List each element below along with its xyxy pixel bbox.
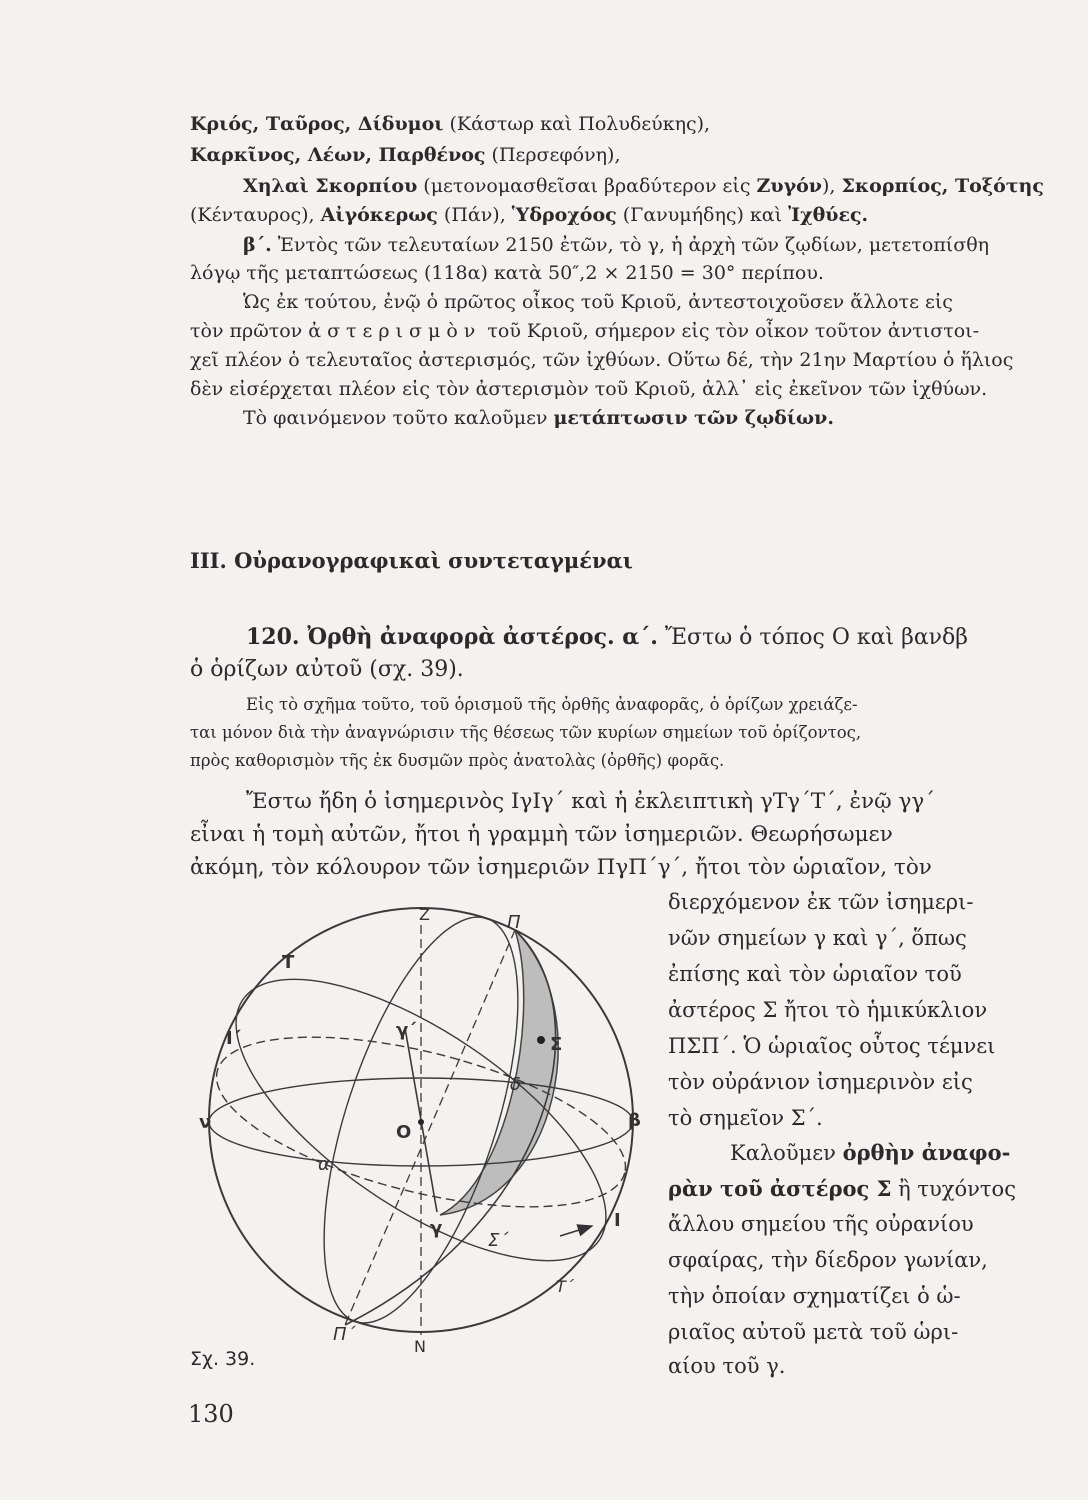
zodiac-line-4: (Κένταυρος), Αἰγόκερως (Πάν), Ὑδροχόος (Γανυμήδης) καὶ Ἰχθύες. bbox=[190, 204, 869, 226]
para120-main-1: Ἔστω ἤδη ὁ ἰσημερινὸς ΙγΙγ΄ καὶ ἡ ἐκλειπτικὴ γΤγ΄Τ΄, ἐνῷ γγ΄ bbox=[246, 789, 935, 814]
right-line-2: νῶν σημείων γ καὶ γ΄, ὅπως bbox=[668, 926, 967, 950]
label-O: Ο bbox=[396, 1122, 412, 1143]
beta-line-1: β΄. Ἐντὸς τῶν τελευταίων 2150 ἐτῶν, τὸ γ, ἡ ἀρχὴ τῶν ζῳδίων, μετετοπίσθη bbox=[243, 234, 990, 256]
label-P2: Π΄ bbox=[333, 1324, 356, 1345]
section-heading: III. Οὐρανογραφικαὶ συντεταγμέναι bbox=[190, 548, 633, 573]
right-line-13: ριαῖος αὐτοῦ μετὰ τοῦ ὡρι- bbox=[668, 1320, 959, 1344]
label-I2: Ι΄ bbox=[226, 1028, 241, 1049]
para120-line-2: ὁ ὁρίζων αὐτοῦ (σχ. 39). bbox=[190, 657, 464, 682]
right-line-11: σφαίρας, τὴν δίεδρον γωνίαν, bbox=[668, 1248, 988, 1272]
para120-small-2: ται μόνον διὰ τὴν ἀναγνώρισιν τῆς θέσεως τῶν κυρίων σημείων τοῦ ὁρίζοντος, bbox=[190, 723, 862, 742]
right-line-1: διερχόμενον ἐκ τῶν ἰσημερι- bbox=[668, 890, 974, 914]
zodiac-line-2: Καρκῖνος, Λέων, Παρθένος (Περσεφόνη), bbox=[190, 144, 621, 166]
label-S2: Σ΄ bbox=[488, 1230, 509, 1251]
label-g2: γ΄ bbox=[396, 1020, 417, 1041]
label-T2: Τ΄ bbox=[556, 1277, 574, 1296]
right-line-3: ἐπίσης καὶ τὸν ὡριαῖον τοῦ bbox=[668, 962, 962, 986]
label-Z: Z bbox=[419, 905, 430, 924]
label-nu: ν bbox=[199, 1112, 212, 1133]
para120-main-3: ἀκόμη, τὸν κόλουρον τῶν ἰσημεριῶν ΠγΠ΄γ΄, ἤτοι τὸν ὡριαῖον, τὸν bbox=[190, 855, 932, 880]
center-point bbox=[418, 1119, 424, 1125]
right-line-12: τὴν ὁποίαν σχηματίζει ὁ ὡ- bbox=[668, 1284, 961, 1308]
label-I: Ι bbox=[614, 1210, 621, 1231]
beta-line-5: χεῖ πλέον ὁ τελευταῖος ἀστερισμός, τῶν ἰχθύων. Οὕτω δέ, τὴν 21ην Μαρτίου ὁ ἥλιος bbox=[190, 349, 1014, 371]
right-line-14: αίου τοῦ γ. bbox=[668, 1354, 786, 1378]
zodiac-line-3: Χηλαὶ Σκορπίου (μετονομασθεῖσαι βραδύτερον εἰς Ζυγόν), Σκορπίος, Τοξότης bbox=[243, 175, 1044, 197]
right-line-7: τὸ σημεῖον Σ΄. bbox=[668, 1106, 823, 1130]
para120-line-1: 120. Ὀρθὴ ἀναφορὰ ἀστέρος. α΄. Ἔστω ὁ τόπος Ο καὶ βανδβ bbox=[246, 624, 969, 650]
para120-small-3: πρὸς καθορισμὸν τῆς ἐκ δυσμῶν πρὸς ἀνατολὰς (ὀρθῆς) φορᾶς. bbox=[190, 751, 725, 770]
right-line-6: τὸν οὐράνιον ἰσημερινὸν εἰς bbox=[668, 1070, 973, 1094]
label-N: N bbox=[414, 1337, 426, 1356]
right-line-10: ἄλλου σημείου τῆς οὐρανίου bbox=[668, 1212, 974, 1236]
celestial-sphere-figure bbox=[190, 900, 660, 1360]
label-beta: β bbox=[628, 1110, 641, 1131]
zodiac-line-1: Κριός, Ταῦρος, Δίδυμοι (Κάστωρ καὶ Πολυδεύκης), bbox=[190, 113, 711, 135]
right-line-5: ΠΣΠ΄. Ὁ ὡριαῖος οὗτος τέμνει bbox=[668, 1034, 996, 1058]
right-line-9: ρὰν τοῦ ἀστέρος Σ ἢ τυχόντος bbox=[668, 1176, 1016, 1201]
page-number: 130 bbox=[188, 1400, 234, 1428]
label-delta: δ bbox=[510, 1074, 522, 1095]
para120-main-2: εἶναι ἡ τομὴ αὐτῶν, ἤτοι ἡ γραμμὴ τῶν ἰσημεριῶν. Θεωρήσωμεν bbox=[190, 822, 893, 847]
beta-line-2: λόγῳ τῆς μεταπτώσεως (118α) κατὰ 50″,2 × 2150 = 30° περίπου. bbox=[190, 262, 824, 284]
label-T: Τ bbox=[282, 952, 295, 973]
star-marker bbox=[537, 1036, 545, 1044]
beta-line-7: Τὸ φαινόμενον τοῦτο καλοῦμεν μετάπτωσιν τῶν ζῳδίων. bbox=[243, 407, 834, 429]
right-line-8: Καλοῦμεν ὀρθὴν ἀναφο- bbox=[730, 1140, 1011, 1165]
label-S: Σ bbox=[550, 1034, 563, 1055]
beta-line-4: τὸν πρῶτον ἀστερισμὸν τοῦ Κριοῦ, σήμερον εἰς τὸν οἶκον τοῦτον ἀντιστοι- bbox=[190, 320, 980, 342]
polar-axis bbox=[345, 930, 515, 1325]
shaded-lune bbox=[440, 930, 558, 1215]
right-line-4: ἀστέρος Σ ἤτοι τὸ ἡμικύκλιον bbox=[668, 998, 988, 1022]
label-g: γ bbox=[430, 1218, 443, 1239]
beta-line-3: Ὡς ἐκ τούτου, ἐνῷ ὁ πρῶτος οἶκος τοῦ Κριοῦ, ἀντεστοιχοῦσεν ἄλλοτε εἰς bbox=[243, 291, 953, 313]
figure-caption: Σχ. 39. bbox=[190, 1348, 256, 1370]
label-P: Π bbox=[507, 912, 521, 933]
beta-line-6: δὲν εἰσέρχεται πλέον εἰς τὸν ἀστερισμὸν τοῦ Κριοῦ, ἀλλ᾽ εἰς ἐκεῖνον τῶν ἰχθύων. bbox=[190, 378, 988, 400]
label-alpha: α bbox=[318, 1154, 330, 1175]
direction-arrow bbox=[560, 1226, 592, 1236]
para120-small-1: Εἰς τὸ σχῆμα τοῦτο, τοῦ ὁρισμοῦ τῆς ὀρθῆς ἀναφορᾶς, ὁ ὁρίζων χρειάζε- bbox=[246, 695, 858, 714]
